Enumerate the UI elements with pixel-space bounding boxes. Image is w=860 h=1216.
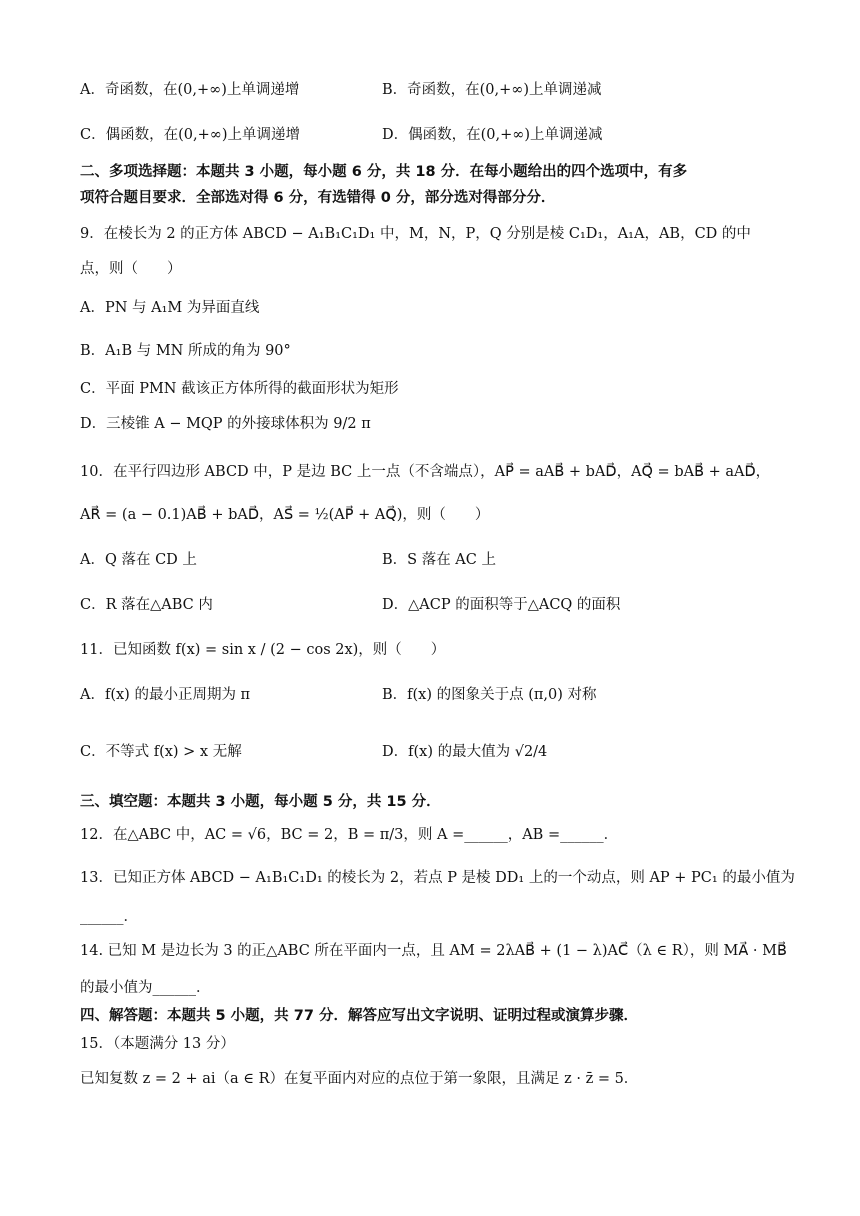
q9-option-c: C．平面 PMN 截该正方体所得的截面形状为矩形	[80, 381, 399, 397]
q13-stem-cont: ______．	[80, 909, 138, 925]
q11-stem: 11．已知函数 f(x) = sin x / (2 − cos 2x)，则（ ）	[80, 642, 446, 658]
q9-stem-cont: 点，则（ ）	[80, 261, 182, 277]
q8-option-c: C．偶函数，在(0,+∞)上单调递增	[80, 127, 300, 143]
q10-option-c: C．R 落在△ABC 内	[80, 597, 213, 613]
q13-stem: 13．已知正方体 ABCD − A₁B₁C₁D₁ 的棱长为 2，若点 P 是棱 DD₁ 上的一个动点，则 AP + PC₁ 的最小值为	[80, 870, 795, 886]
q15-stem: 已知复数 z = 2 + ai（a ∈ R）在复平面内对应的点位于第一象限，且满足 z · z̄ = 5．	[80, 1071, 639, 1087]
q11-option-c: C．不等式 f(x) > x 无解	[80, 744, 242, 760]
q9-option-a: A．PN 与 A₁M 为异面直线	[80, 300, 260, 316]
q8-option-b: B．奇函数，在(0,+∞)上单调递减	[382, 82, 602, 98]
q8-option-d: D．偶函数，在(0,+∞)上单调递减	[382, 127, 603, 143]
q14-stem-cont: 的最小值为______．	[80, 980, 211, 996]
q9-stem: 9．在棱长为 2 的正方体 ABCD − A₁B₁C₁D₁ 中，M，N，P，Q 分别是棱 C₁D₁，A₁A，AB，CD 的中	[80, 226, 751, 242]
q9-option-d: D．三棱锥 A − MQP 的外接球体积为 9/2 π	[80, 416, 371, 432]
q10-option-d: D．△ACP 的面积等于△ACQ 的面积	[382, 597, 621, 613]
section-2-heading-cont: 项符合题目要求．全部选对得 6 分，有选错得 0 分，部分选对得部分分．	[80, 190, 556, 206]
section-4-heading: 四、解答题：本题共 5 小题，共 77 分．解答应写出文字说明、证明过程或演算步骤．	[80, 1008, 638, 1024]
q12-stem: 12．在△ABC 中，AC = √6，BC = 2，B = π/3，则 A =______，AB =______．	[80, 827, 619, 843]
q10-option-a: A．Q 落在 CD 上	[80, 552, 197, 568]
q15-header: 15．（本题满分 13 分）	[80, 1036, 235, 1052]
q11-option-d: D．f(x) 的最大值为 √2/4	[382, 744, 548, 760]
q11-option-a: A．f(x) 的最小正周期为 π	[80, 687, 251, 703]
q10-option-b: B．S 落在 AC 上	[382, 552, 496, 568]
q9-option-b: B．A₁B 与 MN 所成的角为 90°	[80, 343, 291, 359]
q10-stem: 10．在平行四边形 ABCD 中，P 是边 BC 上一点（不含端点），AP⃗ = aAB⃗ + bAD⃗，AQ⃗ = bAB⃗ + aAD⃗，	[80, 464, 771, 480]
q14-stem: 14. 已知 M 是边长为 3 的正△ABC 所在平面内一点，且 AM = 2λAB⃗ + (1 − λ)AC⃗（λ ∈ R），则 MA⃗ · MB⃗	[80, 943, 787, 959]
q10-stem-cont: AR⃗ = (a − 0.1)AB⃗ + bAD⃗，AS⃗ = ½(AP⃗ + AQ⃗)，则（ ）	[80, 507, 490, 523]
q11-option-b: B．f(x) 的图象关于点 (π,0) 对称	[382, 687, 597, 703]
section-3-heading: 三、填空题：本题共 3 小题，每小题 5 分，共 15 分．	[80, 794, 441, 810]
section-2-heading: 二、多项选择题：本题共 3 小题，每小题 6 分，共 18 分．在每小题给出的四个选项中，有多	[80, 164, 688, 180]
q8-option-a: A．奇函数，在(0,+∞)上单调递增	[80, 82, 300, 98]
